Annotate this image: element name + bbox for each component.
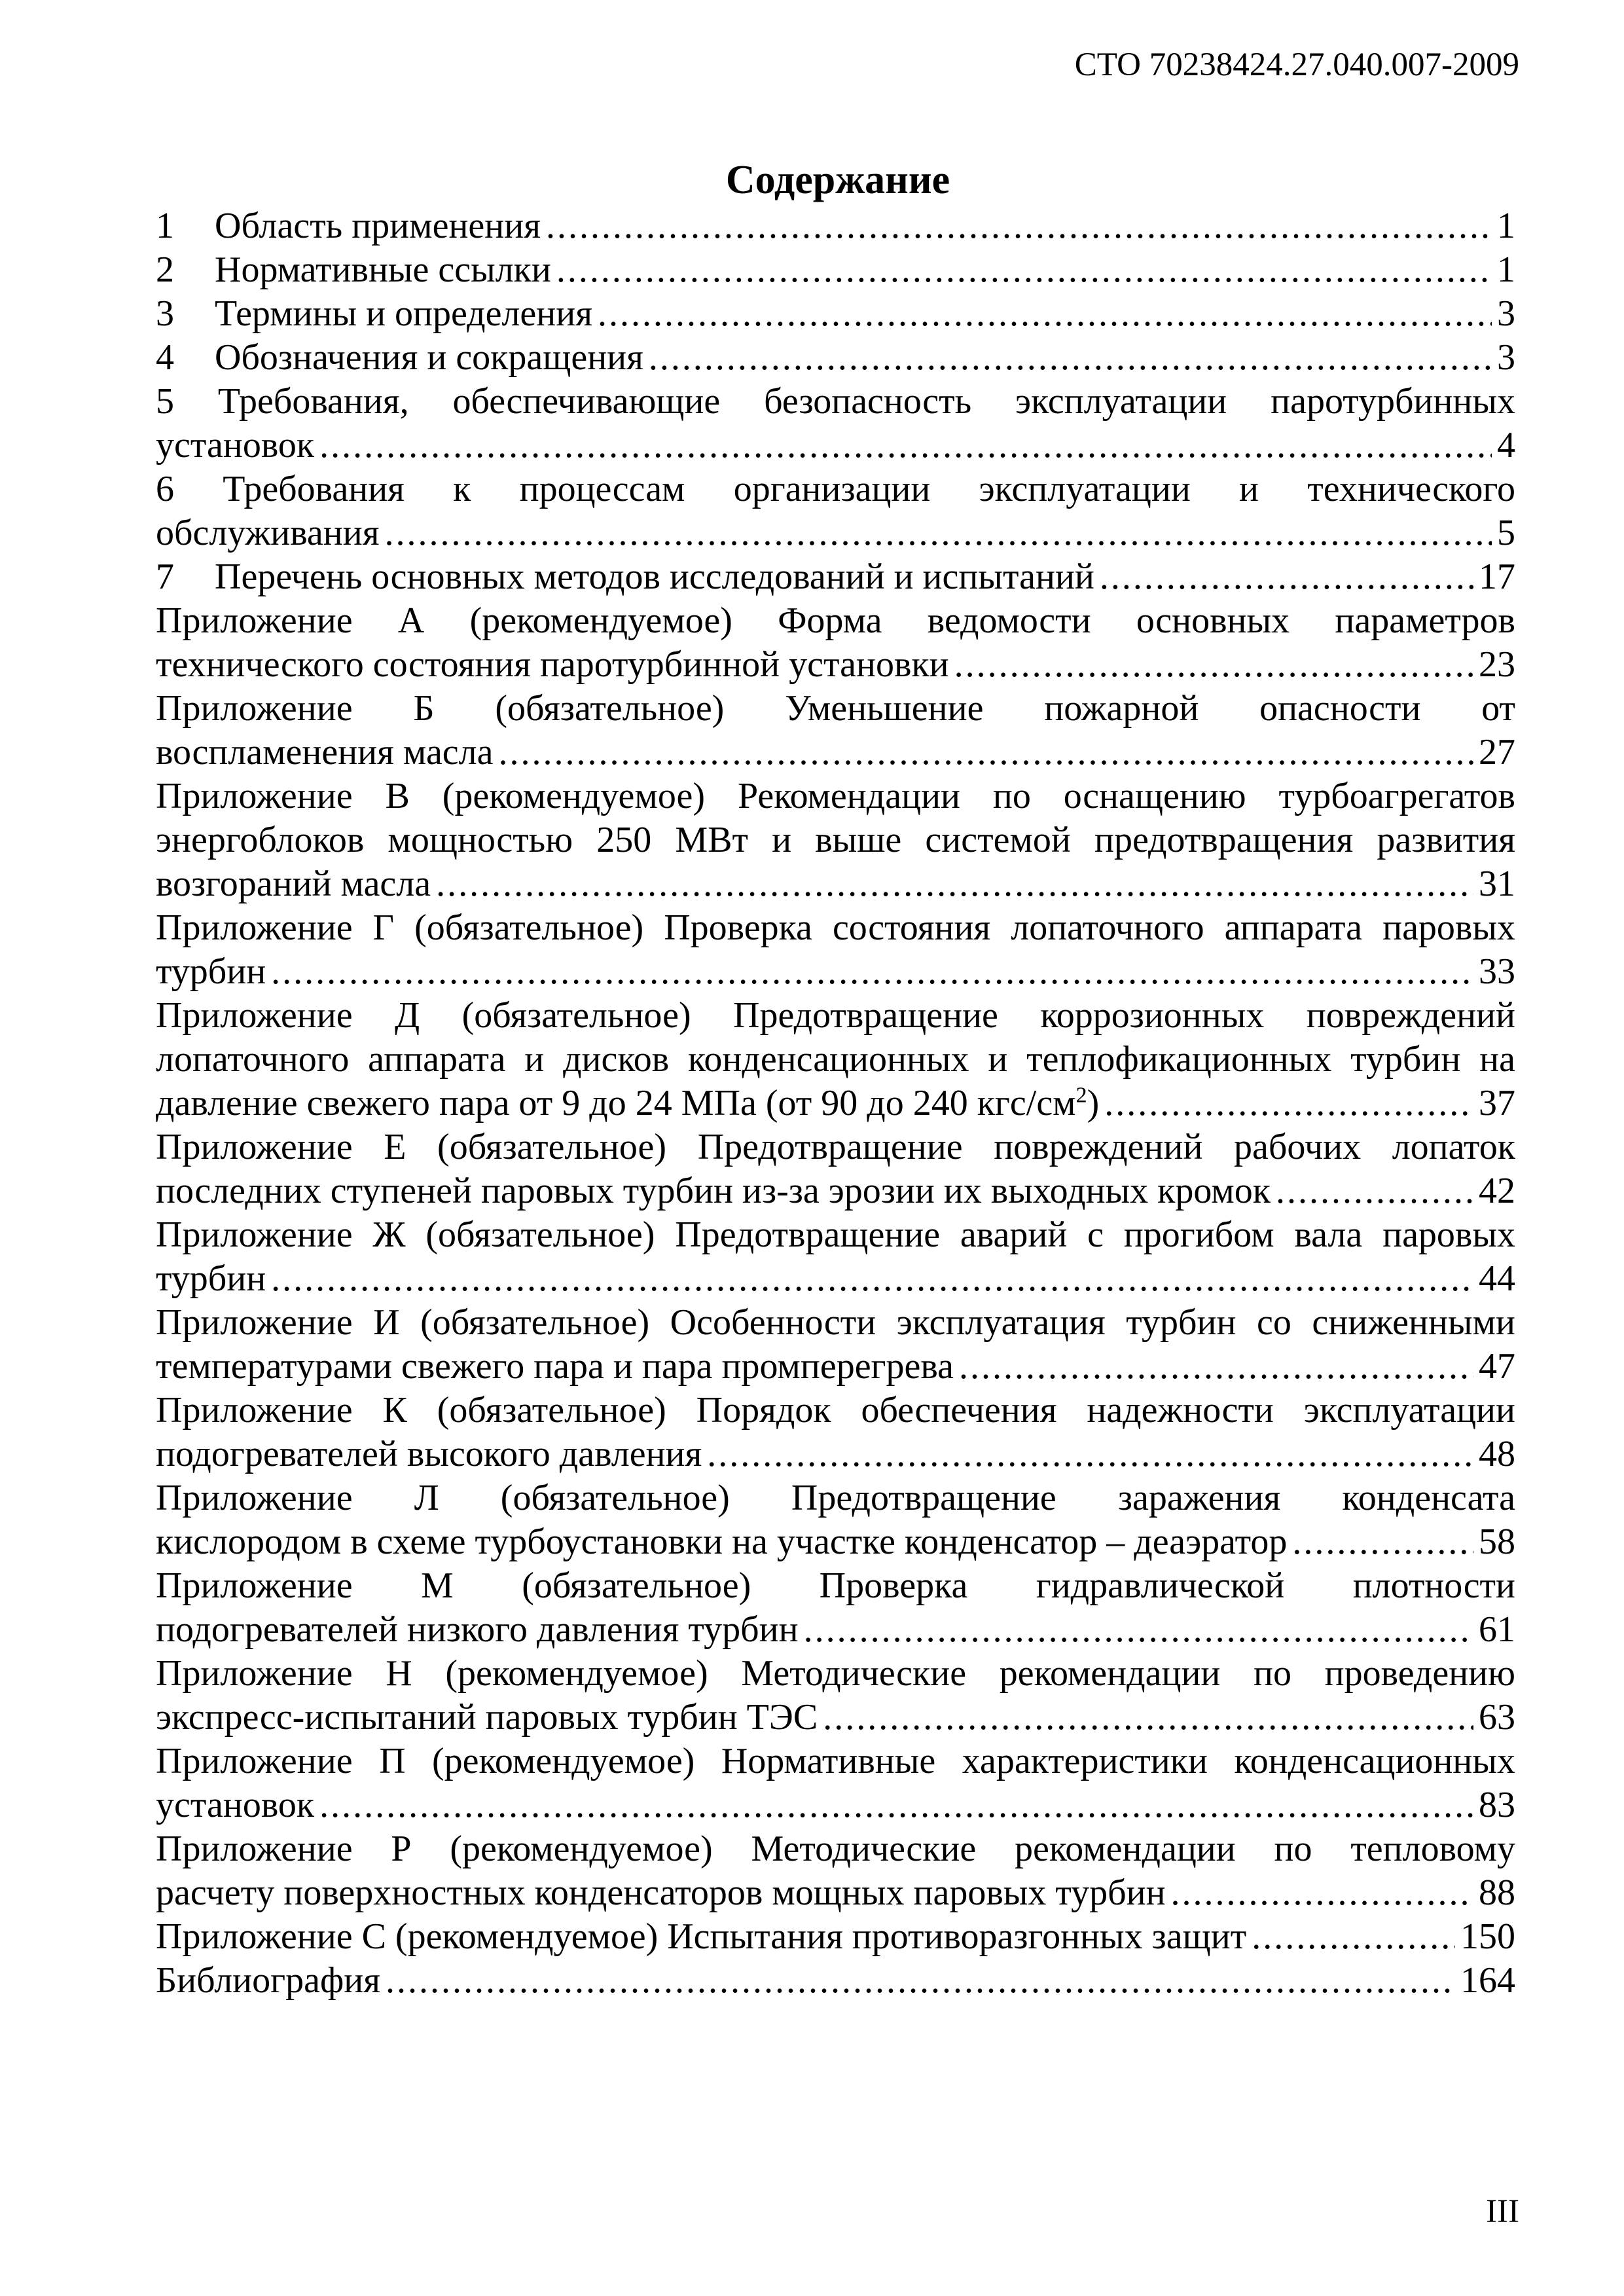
toc-entry-title [156,1915,1246,1959]
toc-entry[interactable] [156,1827,1515,1915]
toc-leader-dots [1252,1915,1455,1959]
toc-entry-title [156,424,314,467]
toc-entry-line: Приложение Б (обязательное) Уменьшение пожарной опасности от [156,688,1515,729]
toc-entry[interactable] [156,555,1515,599]
toc-leader-dots [271,950,1473,994]
toc-leader-dots [436,862,1473,906]
toc-entry-page: 3 [1497,337,1515,378]
toc-leader-dots [1104,1082,1473,1125]
toc-entry-title-text: воспламенения масла [156,732,494,773]
toc-entry-title-text: Обозначения и сокращения [215,337,643,378]
toc-entry[interactable] [156,380,1515,467]
toc-leader-dots [1292,1520,1473,1564]
toc-entry-page: 164 [1460,1960,1515,2001]
toc-entry[interactable] [156,292,1515,336]
toc-entry-title [215,204,541,248]
toc-leader-dots [1171,1871,1473,1915]
toc-entry-title-text: подогревателей низкого давления турбин [156,1609,799,1650]
toc-entry-title [156,1520,1287,1564]
toc-leader-dots [556,248,1492,292]
toc-entry[interactable] [156,1213,1515,1301]
toc-entry-title-text: подогревателей высокого давления [156,1434,702,1474]
toc-entry-page: 37 [1479,1083,1515,1123]
toc-entry-title-text: обслуживания [156,513,380,553]
toc-entry-page: 1 [1497,206,1515,246]
toc-entry-number: 7 [156,556,174,597]
toc-entry[interactable] [156,1476,1515,1564]
toc-leader-dots [498,731,1473,774]
toc-entry-page: 5 [1497,513,1515,553]
toc-entry-page: 61 [1479,1609,1515,1650]
toc-leader-dots [804,1608,1473,1652]
toc-entry-title [215,336,643,380]
toc-entry-page: 17 [1479,556,1515,597]
toc-leader-dots [384,511,1492,555]
toc-leader-dots [271,1257,1473,1301]
toc-entry-title [156,1608,799,1652]
toc-entry-title-text: турбин [156,1258,266,1299]
toc-entry-title-text: турбин [156,951,266,992]
toc-leader-dots [959,1345,1473,1389]
toc-entry-page: 31 [1479,864,1515,904]
toc-entry-page: 3 [1497,293,1515,334]
toc-entry[interactable] [156,204,1515,248]
toc-entry[interactable] [156,1959,1515,2003]
toc-entry-title [156,1783,314,1827]
toc-entry-page: 42 [1479,1171,1515,1211]
toc-entry[interactable] [156,336,1515,380]
toc-entry-page: 23 [1479,644,1515,685]
toc-entry-title [156,1082,1099,1125]
toc-entry-line: Приложение В (рекомендуемое) Рекомендации по оснащению турбоагрегатов [156,776,1515,816]
toc-entry-title-text: экспресс-испытаний паровых турбин ТЭС [156,1697,818,1738]
toc-entry-page: 47 [1479,1346,1515,1387]
toc-entry-number: 1 [156,206,174,246]
toc-entry[interactable] [156,906,1515,994]
toc-entry-title [156,1169,1271,1213]
toc-entry-title-text: Библиография [156,1960,380,2001]
toc-entry-number: 2 [156,249,174,290]
toc-entry-line: энергоблоков мощностью 250 МВт и выше системой предотвращения развития [156,820,1515,860]
toc-entry-line: Приложение Д (обязательное) Предотвращение коррозионных повреждений [156,995,1515,1036]
toc-entry-line: Приложение И (обязательное) Особенности эксплуатация турбин со сниженными [156,1302,1515,1343]
toc-entry-number: 4 [156,337,174,378]
toc-entry-superscript: 2 [1075,1083,1087,1108]
toc-entry-page: 150 [1460,1916,1515,1957]
toc-entry-line: Приложение Е (обязательное) Предотвращение повреждений рабочих лопаток [156,1127,1515,1167]
toc-entry[interactable] [156,1564,1515,1652]
toc-entry-title [215,292,592,336]
toc-entry-title [215,555,1094,599]
toc-entry-title-text: установок [156,1785,315,1825]
toc-entry-title [156,1959,380,2003]
toc-entry-title-text: Нормативные ссылки [215,249,551,290]
toc-entry-title [156,1345,954,1389]
toc-entry-title-tail: ) [1087,1083,1100,1123]
toc-entry-title-text: Термины и определения [215,293,592,334]
toc-entry-line: Приложение А (рекомендуемое) Форма ведомости основных параметров [156,600,1515,641]
toc-entry[interactable] [156,248,1515,292]
toc-entry-title [215,248,551,292]
toc-entry-title-text: кислородом в схеме турбоустановки на участке конденсатор – деаэратор [156,1522,1288,1562]
toc-entry-line: Приложение Л (обязательное) Предотвращение заражения конденсата [156,1478,1515,1518]
toc-entry[interactable] [156,774,1515,906]
toc-entry[interactable] [156,1915,1515,1959]
toc-entry-title [156,862,431,906]
toc-entry[interactable] [156,1652,1515,1740]
toc-entry-title [156,1257,266,1301]
toc-leader-dots [1276,1169,1473,1213]
toc-entry-title-text: Перечень основных методов исследований и испытаний [215,556,1094,597]
table-of-contents [156,204,1515,2003]
toc-leader-dots [319,1783,1473,1827]
toc-entry-title-text: расчету поверхностных конденсаторов мощных паровых турбин [156,1872,1166,1913]
toc-title: Содержание [725,158,950,202]
toc-entry-title-text: последних ступеней паровых турбин из-за эрозии их выходных кромок [156,1171,1271,1211]
toc-entry-title-text: Область применения [215,206,541,246]
toc-entry-page: 4 [1497,425,1515,465]
toc-entry-title [156,643,949,687]
toc-leader-dots [546,204,1492,248]
toc-entry[interactable] [156,1301,1515,1389]
toc-entry-title [156,1696,818,1740]
toc-entry-line: Приложение Г (обязательное) Проверка состояния лопаточного аппарата паровых [156,907,1515,948]
toc-entry-line: Приложение М (обязательное) Проверка гидравлической плотности [156,1565,1515,1606]
toc-leader-dots [386,1959,1455,2003]
toc-entry-title-text: технического состояния паротурбинной установки [156,644,949,685]
toc-entry-line: 6 Требования к процессам организации эксплуатации и технического [156,469,1515,509]
toc-entry-line: Приложение Н (рекомендуемое) Методические рекомендации по проведению [156,1653,1515,1694]
toc-entry-line: 5 Требования, обеспечивающие безопасность эксплуатации паротурбинных [156,381,1515,422]
page-number: III [1486,2193,1519,2230]
toc-entry-title [156,731,493,774]
toc-entry-title [156,1871,1166,1915]
toc-entry-title-text: температурами свежего пара и пара промперегрева [156,1346,954,1387]
toc-entry-page: 48 [1479,1434,1515,1474]
toc-entry[interactable] [156,1740,1515,1827]
toc-entry-page: 63 [1479,1697,1515,1738]
toc-entry[interactable] [156,599,1515,687]
toc-entry-title-text: Приложение С (рекомендуемое) Испытания противоразгонных защит [156,1916,1247,1957]
toc-entry-page: 33 [1479,951,1515,992]
toc-leader-dots [598,292,1492,336]
toc-entry[interactable] [156,687,1515,774]
toc-entry-title [156,511,379,555]
toc-entry-page: 44 [1479,1258,1515,1299]
toc-entry-page: 58 [1479,1522,1515,1562]
toc-leader-dots [1100,555,1473,599]
toc-entry-title-text: возгораний масла [156,864,431,904]
document-code: СТО 70238424.27.040.007-2009 [1074,46,1519,83]
toc-entry[interactable] [156,467,1515,555]
toc-entry-line: Приложение П (рекомендуемое) Нормативные характеристики конденсационных [156,1741,1515,1781]
toc-entry-line: Приложение Р (рекомендуемое) Методические рекомендации по тепловому [156,1829,1515,1869]
toc-entry-line: Приложение Ж (обязательное) Предотвращение аварий с прогибом вала паровых [156,1214,1515,1255]
toc-leader-dots [319,424,1492,467]
toc-entry-number: 3 [156,293,174,334]
toc-leader-dots [707,1432,1473,1476]
toc-entry-title [156,950,266,994]
toc-entry-title [156,1432,702,1476]
toc-entry-line: лопаточного аппарата и дисков конденсационных и теплофикационных турбин на [156,1039,1515,1080]
toc-entry-title-text: давление свежего пара от 9 до 24 МПа (от 90 до 240 кгс/см [156,1083,1076,1123]
toc-entry[interactable] [156,994,1515,1125]
toc-entry-line: Приложение К (обязательное) Порядок обеспечения надежности эксплуатации [156,1390,1515,1430]
toc-entry[interactable] [156,1389,1515,1476]
toc-leader-dots [649,336,1492,380]
toc-entry-page: 83 [1479,1785,1515,1825]
toc-leader-dots [823,1696,1473,1740]
toc-entry-page: 27 [1479,732,1515,773]
toc-leader-dots [954,643,1473,687]
toc-entry-page: 88 [1479,1872,1515,1913]
toc-entry-page: 1 [1497,249,1515,290]
toc-entry-title-text: установок [156,425,315,465]
toc-entry[interactable] [156,1125,1515,1213]
